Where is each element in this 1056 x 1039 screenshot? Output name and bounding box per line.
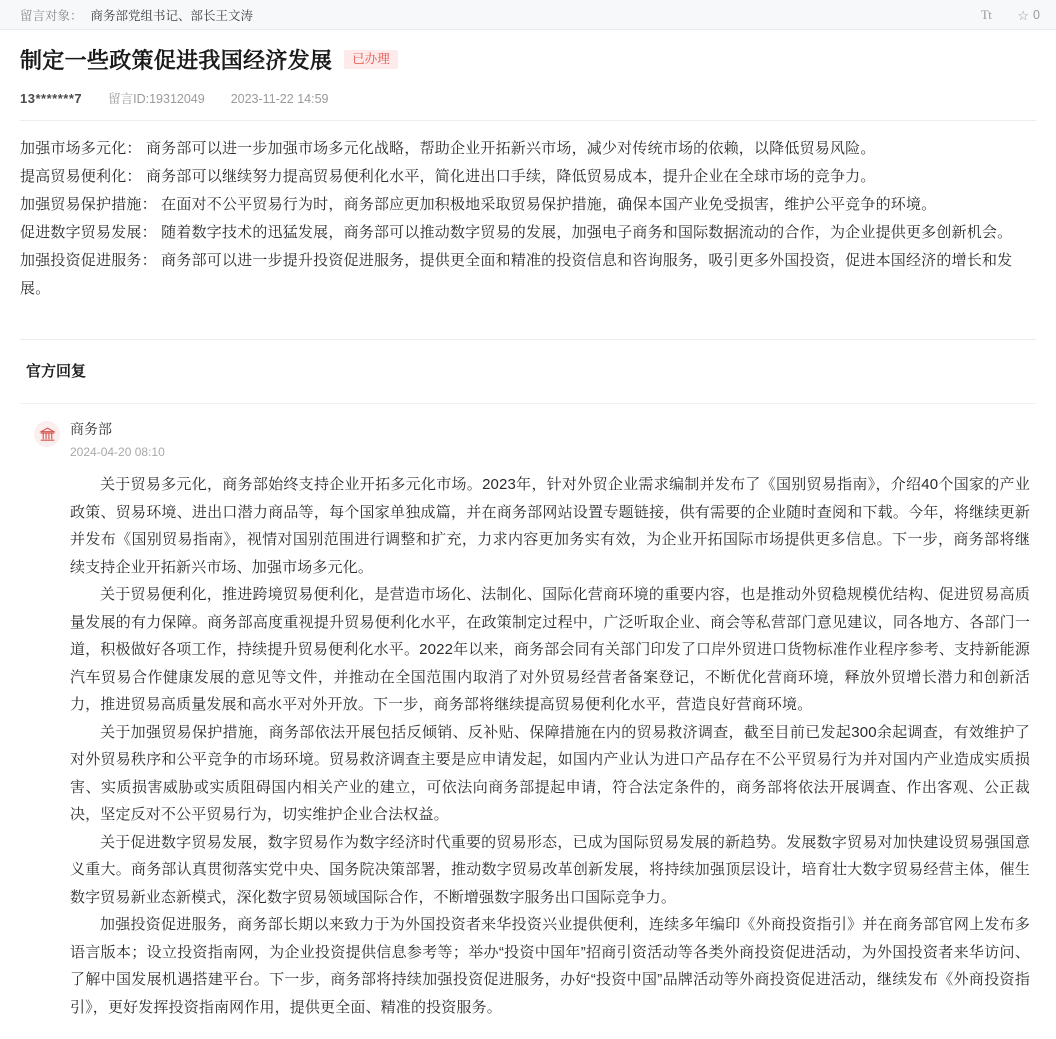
reply-paragraph: 关于贸易便利化，推进跨境贸易便利化，是营造市场化、法制化、国际化营商环境的重要内容，也是推动外贸稳规模优结构、促进贸易高质量发展的有力保障。商务部高度重视提升贸易便利化水平，在政策制定过程中，广泛听取企业、商会等私营部门意见建议，同各地方、各部门一道，积极做好各项工作，持续提升贸易便利化水平。2022年以来，商务部会同有关部门印发了口岸外贸进口货物标准作业程序参考、支持新能源汽车贸易合作健康发展的意见等文件，并推动在全国范围内取消了对外贸易经营者备案登记，不断优化营商环境，释放外贸增长潜力和创新活力，推进贸易高质量发展和高水平对外开放。下一步，商务部将继续提高贸易便利化水平，营造良好营商环境。: [70, 586, 1030, 713]
favorite-count: 0: [1033, 8, 1040, 22]
recipient-label: 留言对象：: [20, 8, 83, 23]
section-spacer: [20, 303, 1036, 339]
bottom-spacer: [20, 1021, 1036, 1039]
post-paragraph: 促进数字贸易发展： 随着数字技术的迅猛发展，商务部可以推动数字贸易的发展，加强电子商务和国际数据流动的合作，为企业提供更多创新机会。: [20, 224, 1013, 241]
reply-agency-row: [20, 420, 1036, 459]
reply-paragraph: 关于促进数字贸易发展，数字贸易作为数字经济时代重要的贸易形态，已成为国际贸易发展的新趋势。发展数字贸易对加快建设贸易强国意义重大。商务部认真贯彻落实党中央、国务院决策部署，推动数字贸易改革创新发展，将持续加强顶层设计，培育壮大数字贸易经营主体，催生数字贸易新业态新模式，深化数字贸易领域国际合作，不断增强数字服务出口国际竞争力。: [70, 833, 1030, 906]
topbar-actions: [981, 0, 1040, 30]
recipient-value[interactable]: 商务部党组书记、部长王文涛: [90, 8, 254, 23]
page-title: 制定一些政策促进我国经济发展: [20, 48, 333, 73]
post-title-row: [20, 30, 1036, 75]
message-id: 留言ID:19312049: [108, 92, 205, 106]
reply-date: 2024-04-20 08:10: [70, 445, 165, 459]
reply-content: [20, 459, 1036, 1021]
page-topbar: [0, 0, 1056, 30]
font-size-icon[interactable]: Tt: [980, 7, 992, 22]
reply-paragraph: 关于贸易多元化，商务部始终支持企业开拓多元化市场。2023年，针对外贸企业需求编制并发布了《国别贸易指南》，介绍40个国家的产业政策、贸易环境、进出口潜力商品等，每个国家单独成篇，并在商务部网站设置专题链接，供有需要的企业随时查阅和下载。今年，将继续更新并发布《国别贸易指南》，视情对国别范围进行调整和扩充，力求内容更加务实有效，为企业开拓国际市场提供更多信息。下一步，商务部将继续支持企业开拓新兴市场、加强市场多元化。: [70, 476, 1030, 576]
post-meta: [20, 75, 1036, 107]
post-content: [20, 121, 1036, 303]
reply-paragraph: 关于加强贸易保护措施，商务部依法开展包括反倾销、反补贴、保障措施在内的贸易救济调查，截至目前已发起300余起调查，有效维护了对外贸易秩序和公平竞争的市场环境。贸易救济调查主要是应申请发起，如国内产业认为进口产品存在不公平贸易行为并对国内产业造成实质损害、实质损害威胁或实质阻碍国内相关产业的建立，可依法向商务部提起申请，符合法定条件的，商务部将依法开展调查、作出客观、公正裁决，坚定反对不公平贸易行为，切实维护企业合法权益。: [70, 723, 1030, 823]
post-paragraph: 加强贸易保护措施： 在面对不公平贸易行为时，商务部应更加积极地采取贸易保护措施，确保本国产业免受损害，维护公平竞争的环境。: [20, 196, 937, 213]
post-datetime: 2023-11-22 14:59: [230, 92, 329, 106]
favorite-button[interactable]: [1017, 8, 1040, 22]
recipient-info: [20, 6, 253, 24]
post-paragraph: 加强市场多元化： 商务部可以进一步加强市场多元化战略，帮助企业开拓新兴市场，减少对传统市场的依赖，以降低贸易风险。: [20, 140, 876, 157]
author-name: 13*******7: [20, 91, 83, 106]
government-building-icon: [34, 421, 60, 447]
official-reply-section: [20, 339, 1036, 1021]
reply-paragraph: 加强投资促进服务，商务部长期以来致力于为外国投资者来华投资兴业提供便利，连续多年编印《外商投资指引》并在商务部官网上发布多语言版本；设立投资指南网，为企业投资提供信息参考等；举办“投资中国年”招商引资活动等各类外商投资促进活动，为外国投资者来华访问、了解中国发展机遇搭建平台。下一步，商务部将持续加强投资促进服务，办好“投资中国”品牌活动等外商投资促进活动，继续发布《外商投资指引》，更好发挥投资指南网作用，提供更全面、精准的投资服务。: [70, 916, 1030, 1016]
post-paragraph: 提高贸易便利化： 商务部可以继续努力提高贸易便利化水平，简化进出口手续，降低贸易成本，提升企业在全球市场的竞争力。: [20, 168, 876, 185]
reply-card: [20, 403, 1036, 1021]
post-paragraph: 加强投资促进服务： 商务部可以进一步提升投资促进服务，提供更全面和精准的投资信息和咨询服务，吸引更多外国投资，促进本国经济的增长和发展。: [20, 252, 1013, 297]
official-reply-heading: 官方回复: [26, 363, 87, 380]
star-icon: ☆: [1017, 7, 1030, 23]
reply-agency-name: 商务部: [70, 421, 112, 437]
status-badge: 已办理: [344, 50, 398, 70]
